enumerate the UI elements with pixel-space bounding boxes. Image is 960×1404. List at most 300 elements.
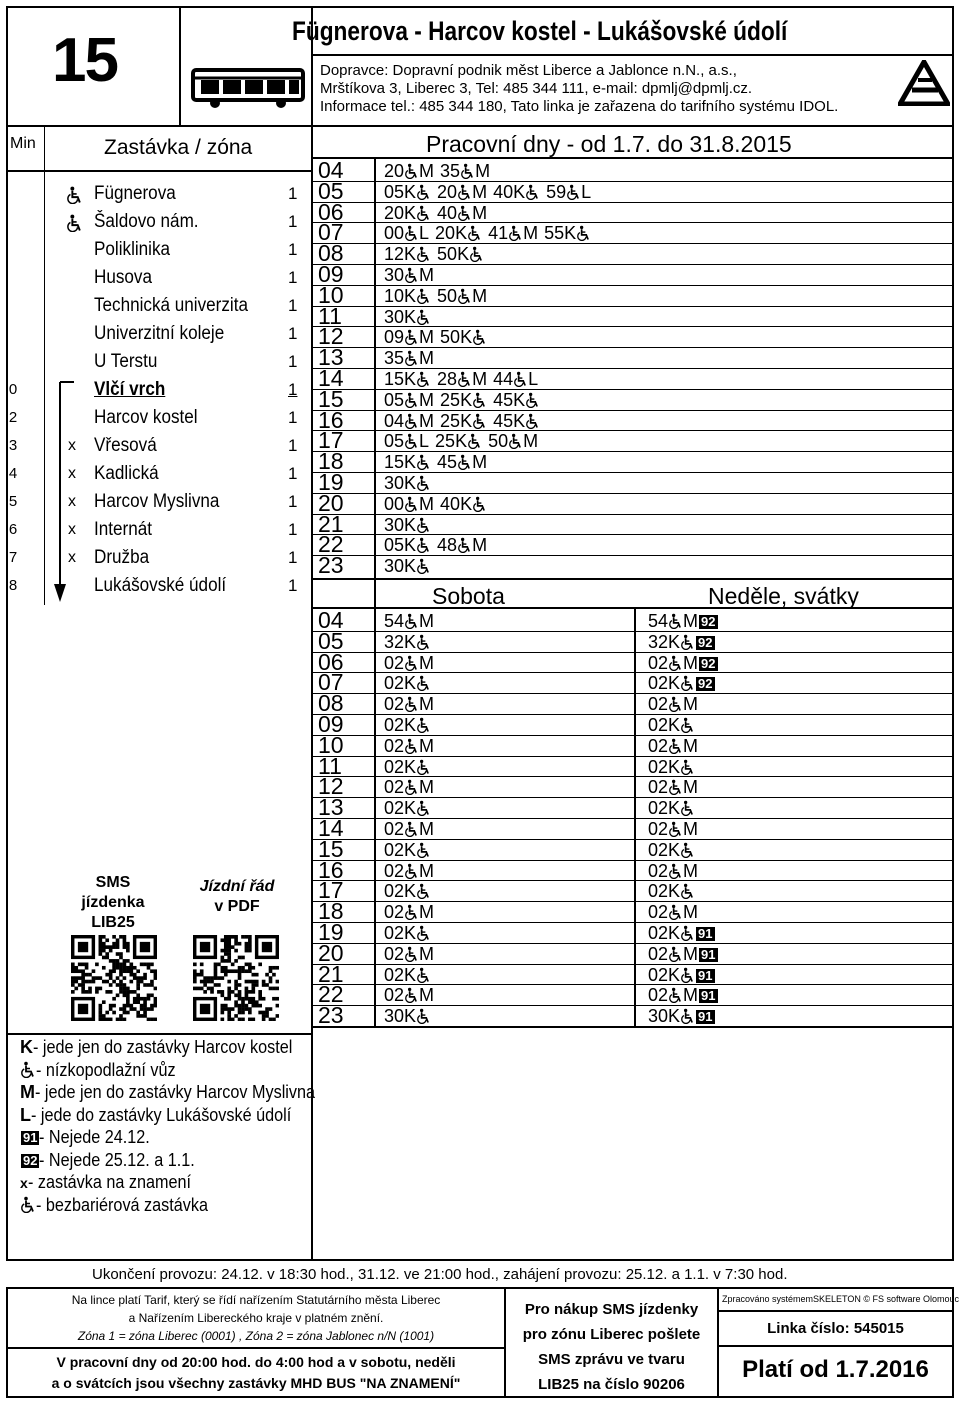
stop-minute: 8: [8, 577, 18, 594]
departure: [648, 798, 695, 818]
tariff-line-3: Zóna 1 = zóna Liberec (0001) , Zóna 2 = zóna Jablonec n/N (1001): [77, 1329, 435, 1343]
departure-note: K: [404, 285, 417, 306]
departure-minute: 05: [384, 535, 405, 556]
hour: 20: [318, 489, 344, 516]
hour: 18: [318, 898, 344, 925]
saturday-departures: [384, 632, 431, 652]
departure: [384, 611, 434, 631]
departure-minute: 02: [384, 881, 405, 902]
operation-end-note: Ukončení provozu: 24.12. v 18:30 hod., 31.12. ve 21:00 hod., zahájení provozu: 25.12. a 1.1. v 7:30 hod.: [92, 1266, 788, 1283]
hour: 06: [318, 198, 344, 225]
departure-note: K: [404, 631, 417, 652]
wheelchair-icon: [417, 967, 430, 983]
wheelchair-icon: [458, 371, 471, 387]
departure-note: K: [404, 306, 417, 327]
stop-zone: 1: [288, 324, 298, 343]
wheelchair-icon: [405, 863, 418, 879]
departure-minute: 10: [384, 285, 405, 306]
departure-note: M: [683, 735, 699, 756]
wheelchair-icon: [417, 371, 430, 387]
wheelchair-icon: [417, 925, 430, 941]
departure-minute: 02: [384, 673, 405, 694]
departure: [648, 902, 698, 922]
wheelchair-icon: [526, 413, 539, 429]
departure-minute: 30: [384, 306, 405, 327]
line-number: 15: [52, 26, 117, 95]
hour: 16: [318, 856, 344, 883]
departure: [384, 473, 431, 493]
carrier-line-2: Mrštíkova 3, Liberec 3, Tel: 485 344 111, e-mail: dpmlj@dpmlj.cz.: [320, 80, 753, 97]
departure: [384, 161, 434, 181]
departure-minute: 02: [384, 756, 405, 777]
hour: 21: [318, 960, 344, 987]
departure: [384, 535, 431, 555]
departure-note: K: [668, 715, 681, 735]
departure: [384, 673, 431, 693]
night-note-line-1: V pracovní dny od 20:00 hod. do 4:00 hod a v sobotu, neděli: [56, 1354, 456, 1370]
wheelchair-icon: [405, 392, 418, 408]
departure-minute: 02: [648, 715, 669, 735]
departure-minute: 02: [384, 923, 405, 943]
departure: [493, 182, 540, 202]
wheelchair-icon: [458, 288, 471, 304]
stop-name: Poliklinika: [94, 239, 171, 260]
wheelchair-icon: [526, 392, 539, 408]
departure-note: M: [419, 327, 435, 348]
wheelchair-icon: [405, 946, 418, 962]
sunday-departures: [648, 611, 718, 631]
legend-item: [20, 1059, 191, 1081]
hour: 23: [318, 1002, 344, 1029]
departure: [384, 286, 431, 306]
departure-minute: 30: [384, 514, 405, 535]
departure: [384, 881, 431, 901]
departure: [384, 1006, 431, 1026]
departure: [440, 327, 487, 347]
departures: [384, 348, 434, 368]
saturday-departures: [384, 923, 431, 943]
sms-qr-code-icon[interactable]: [71, 935, 157, 1021]
stop-zone: 1: [288, 492, 298, 511]
departure-minute: 02: [648, 860, 669, 881]
departure: [648, 777, 698, 797]
sunday-departures: [648, 985, 718, 1005]
departure: [384, 390, 434, 410]
request-stop-mark: x: [68, 437, 76, 454]
stop-name: Fügnerova: [94, 183, 176, 204]
wheelchair-icon: [417, 842, 430, 858]
note-92-badge: 92: [701, 614, 716, 629]
departure-note: M: [683, 985, 699, 1006]
stop-zone: 1: [288, 184, 298, 203]
sunday-departures: [648, 923, 715, 943]
departures: [384, 515, 431, 535]
hour: 12: [318, 323, 344, 350]
departure: [648, 632, 715, 652]
legend-key: L: [20, 1104, 31, 1125]
departure-minute: 02: [648, 798, 669, 819]
stop-name: Harcov kostel: [94, 407, 198, 428]
wheelchair-icon: [681, 842, 694, 858]
sunday-departures: [648, 736, 698, 756]
departure-note: K: [404, 556, 417, 577]
saturday-departures: [384, 777, 434, 797]
departure: [648, 736, 698, 756]
stop-minute: 6: [8, 521, 18, 538]
sunday-title: Neděle, svátky: [708, 583, 859, 609]
departure-minute: 54: [384, 611, 405, 631]
wheelchair-icon: [514, 371, 527, 387]
legend-text: - jede jen do zastávky Harcov kostel: [33, 1037, 293, 1057]
wheelchair-icon: [405, 433, 418, 449]
departure-minute: 30: [384, 1006, 405, 1027]
hour: 13: [318, 794, 344, 821]
wheelchair-icon: [461, 163, 474, 179]
note-91-badge: 91: [701, 946, 716, 962]
hour: 21: [318, 510, 344, 537]
wheelchair-icon: [21, 1196, 35, 1213]
departure-note: M: [683, 943, 699, 964]
stop-minute: 5: [8, 493, 18, 510]
departure-note: M: [419, 410, 435, 431]
departure: [440, 161, 490, 181]
departures: [384, 431, 538, 451]
departure: [384, 923, 431, 943]
departures: [384, 182, 591, 202]
wheelchair-icon: [509, 433, 522, 449]
departure-note: K: [404, 452, 417, 473]
departure: [648, 840, 695, 860]
departure-note: K: [455, 223, 468, 244]
departure-note: M: [419, 943, 435, 964]
departure-note: K: [513, 410, 526, 431]
departure-minute: 05: [384, 389, 405, 410]
departure-minute: 30: [648, 1006, 669, 1027]
departure-note: K: [668, 1006, 681, 1027]
departure-note: K: [668, 673, 681, 694]
sms-purchase-line-3: SMS zprávu ve tvaru: [538, 1351, 685, 1368]
wheelchair-icon: [417, 475, 430, 491]
departure-note: K: [460, 389, 473, 410]
sunday-departures: [648, 632, 715, 652]
departure-note: M: [419, 777, 435, 798]
wheelchair-icon: [681, 967, 694, 983]
departure-minute: 02: [648, 673, 669, 694]
hour: 13: [318, 344, 344, 371]
departure-note: K: [668, 923, 681, 943]
saturday-departures: [384, 715, 431, 735]
departure: [384, 965, 431, 985]
wheelchair-icon: [405, 413, 418, 429]
departures: [384, 411, 540, 431]
departure-note: K: [460, 327, 473, 348]
wheelchair-icon: [405, 225, 418, 241]
departure: [384, 223, 429, 243]
departure-note: M: [683, 777, 699, 798]
departure-note: M: [419, 161, 435, 181]
stop-zone: 1: [288, 380, 298, 399]
departure-note: M: [683, 902, 699, 923]
departures: [384, 161, 490, 181]
departure-note: K: [513, 181, 526, 202]
hour: 09: [318, 711, 344, 737]
departure-note: M: [683, 611, 699, 631]
departure-note: L: [419, 223, 430, 244]
stop-name: Lukášovské údolí: [94, 575, 227, 596]
departure-minute: 04: [384, 410, 405, 431]
departure: [384, 757, 431, 777]
departure-note: K: [404, 244, 417, 265]
departure-minute: 40: [440, 493, 461, 514]
hour: 22: [318, 981, 344, 1008]
wheelchair-icon: [681, 925, 694, 941]
departure-minute: 20: [384, 202, 405, 223]
wheelchair-icon: [458, 454, 471, 470]
departure: [648, 673, 715, 693]
departure-minute: 02: [384, 694, 405, 715]
sms-label-1: SMS: [95, 874, 131, 891]
departure: [384, 653, 434, 673]
wheelchair-icon: [417, 246, 430, 262]
departure-note: L: [581, 181, 592, 202]
departure: [493, 390, 540, 410]
weekend-title-divider: [311, 607, 954, 609]
request-stop-mark: x: [68, 549, 76, 566]
departure-minute: 12: [384, 244, 405, 265]
wheelchair-icon: [509, 225, 522, 241]
wheelchair-icon: [468, 225, 481, 241]
departure-note: K: [404, 923, 417, 943]
hour: 17: [318, 877, 344, 904]
wheelchair-icon: [577, 225, 590, 241]
stop-minute: 0: [8, 381, 18, 398]
legend-key: K: [20, 1037, 33, 1057]
note-92-badge: 92: [698, 676, 713, 692]
departure: [648, 819, 698, 839]
sunday-departures: [648, 840, 695, 860]
departure-minute: 40: [493, 181, 514, 202]
departure-note: K: [404, 369, 417, 389]
pdf-label-1: Jízdní řád: [199, 878, 275, 895]
stop-zone: 1: [288, 212, 298, 231]
departure-note: K: [404, 1006, 417, 1027]
wheelchair-icon: [67, 214, 82, 232]
departure-minute: 35: [440, 161, 461, 181]
saturday-departures: [384, 819, 434, 839]
departure-note: K: [404, 964, 417, 985]
departure: [384, 452, 431, 472]
departure: [384, 840, 431, 860]
departure-note: K: [404, 798, 417, 819]
departure: [546, 182, 591, 202]
stops-title-divider: [6, 170, 313, 172]
departure: [648, 923, 715, 943]
departure-minute: 15: [384, 452, 405, 473]
departure-note: K: [404, 756, 417, 777]
hour: 08: [318, 240, 344, 267]
weekday-title-divider: [311, 157, 954, 159]
departure-note: M: [419, 860, 435, 881]
saturday-departures: [384, 902, 434, 922]
hour: 04: [318, 157, 344, 183]
note-91-badge: 91: [698, 967, 713, 983]
wheelchair-icon: [526, 184, 539, 200]
departure: [384, 632, 431, 652]
pdf-qr-code-icon[interactable]: [193, 935, 279, 1021]
departure-minute: 02: [648, 694, 669, 715]
stop-minute: 2: [8, 409, 18, 426]
departure-minute: 02: [648, 777, 669, 798]
saturday-departures: [384, 840, 431, 860]
tariff-line-1: Na lince platí Tarif, který se řídí nařízením Statutárního města Liberec: [71, 1293, 441, 1307]
departure-minute: 02: [384, 860, 405, 881]
departure-minute: 02: [384, 964, 405, 985]
departure-note: M: [419, 694, 435, 715]
departures: [384, 265, 434, 285]
legend-item: [20, 1126, 163, 1148]
wheelchair-icon: [405, 163, 418, 179]
wheelchair-icon: [417, 675, 430, 691]
departure-minute: 45: [493, 389, 514, 410]
wheelchair-icon: [405, 696, 418, 712]
wheelchair-icon: [405, 496, 418, 512]
departure-minute: 09: [384, 327, 405, 348]
departure: [648, 944, 718, 964]
departures: [384, 307, 431, 327]
departure-note: M: [419, 652, 435, 673]
legend-text: - Nejede 25.12. a 1.1.: [39, 1149, 196, 1170]
stop-name: Husova: [94, 267, 152, 288]
departure-note: K: [404, 673, 417, 694]
departure-note: M: [472, 369, 488, 389]
night-note-line-2: a o svátcích jsou všechny zastávky MHD BUS "NA ZNAMENÍ": [51, 1375, 461, 1391]
departure-minute: 54: [648, 611, 669, 631]
hour: 15: [318, 835, 344, 862]
departure: [384, 819, 434, 839]
saturday-departures: [384, 673, 431, 693]
departure-note: K: [404, 514, 417, 535]
wheelchair-icon: [669, 655, 682, 671]
departure-note: M: [419, 611, 435, 631]
saturday-title: Sobota: [432, 583, 505, 609]
departure-note: M: [419, 389, 435, 410]
departure: [648, 715, 695, 735]
departure-minute: 32: [384, 631, 405, 652]
wheelchair-icon: [405, 329, 418, 345]
stops-title: Zastávka / zóna: [104, 136, 253, 159]
hour: 09: [318, 261, 344, 287]
legend-key: M: [20, 1082, 35, 1102]
departure-minute: 02: [384, 819, 405, 839]
departure-note: M: [475, 161, 491, 181]
wheelchair-icon: [681, 634, 694, 650]
departure: [384, 307, 431, 327]
hour: 12: [318, 773, 344, 800]
wheelchair-icon: [405, 987, 418, 1003]
wheelchair-icon: [417, 558, 430, 574]
note-92-badge: 92: [23, 1152, 38, 1168]
wheelchair-icon: [669, 779, 682, 795]
departure-note: K: [457, 244, 470, 265]
hour: 07: [318, 669, 344, 696]
legend-text: - zastávka na znamení: [27, 1172, 191, 1192]
departure: [440, 411, 487, 431]
departure-note: K: [404, 181, 417, 202]
route-title: [292, 16, 882, 47]
stop-zone: 1: [288, 548, 298, 567]
request-stop-mark: x: [68, 465, 76, 482]
sunday-departures: [648, 694, 698, 714]
legend-text: - jede do zastávky Lukášovské údolí: [31, 1104, 292, 1125]
departure: [384, 736, 434, 756]
wheelchair-icon: [669, 904, 682, 920]
saturday-departures: [384, 985, 434, 1005]
wheelchair-icon: [567, 184, 580, 200]
wheelchair-icon: [681, 759, 694, 775]
wheelchair-icon: [417, 883, 430, 899]
departure: [384, 244, 431, 264]
departure-minute: 00: [384, 223, 405, 244]
carrier-line-3: Informace tel.: 485 344 180, Tato linka je zařazena do tarifního systému IDOL.: [320, 98, 839, 115]
departures: [384, 535, 487, 555]
legend-item: [20, 1104, 320, 1126]
wheelchair-icon: [473, 496, 486, 512]
wheelchair-icon: [405, 738, 418, 754]
stop-zone: 1: [288, 296, 298, 315]
departure: [384, 182, 431, 202]
hour: 19: [318, 919, 344, 945]
hour: 08: [318, 690, 344, 717]
wheelchair-icon: [681, 800, 694, 816]
saturday-departures: [384, 881, 431, 901]
note-92-badge: 92: [698, 634, 713, 650]
wheelchair-icon: [681, 883, 694, 899]
stop-minute: 4: [8, 465, 18, 482]
departure: [384, 411, 434, 431]
departure-minute: 45: [493, 410, 514, 431]
departure-note: K: [668, 881, 681, 902]
departure-minute: 30: [384, 473, 405, 493]
sms-label-3: LIB25: [91, 914, 135, 931]
departure-note: K: [404, 535, 417, 556]
departure: [384, 348, 434, 368]
wheelchair-icon: [405, 655, 418, 671]
departure-note: L: [419, 431, 430, 452]
departure: [440, 494, 487, 514]
departure: [384, 265, 434, 285]
departure-minute: 59: [546, 181, 567, 202]
departure-minute: 25: [440, 410, 461, 431]
hour: 14: [318, 365, 344, 391]
departure-minute: 05: [384, 181, 405, 202]
hour: 22: [318, 531, 344, 558]
wheelchair-icon: [669, 821, 682, 837]
saturday-departures: [384, 757, 431, 777]
stop-zone: 1: [288, 408, 298, 427]
wheelchair-icon: [468, 433, 481, 449]
sunday-departures: [648, 777, 698, 797]
wheelchair-icon: [405, 613, 418, 629]
wheelchair-icon: [473, 392, 486, 408]
saturday-departures: [384, 861, 434, 881]
wheelchair-icon: [473, 329, 486, 345]
departure-minute: 55: [544, 223, 565, 244]
sunday-departures: [648, 673, 715, 693]
departure: [648, 881, 695, 901]
legend-item: [20, 1194, 227, 1216]
departure: [384, 715, 431, 735]
departure: [384, 515, 431, 535]
